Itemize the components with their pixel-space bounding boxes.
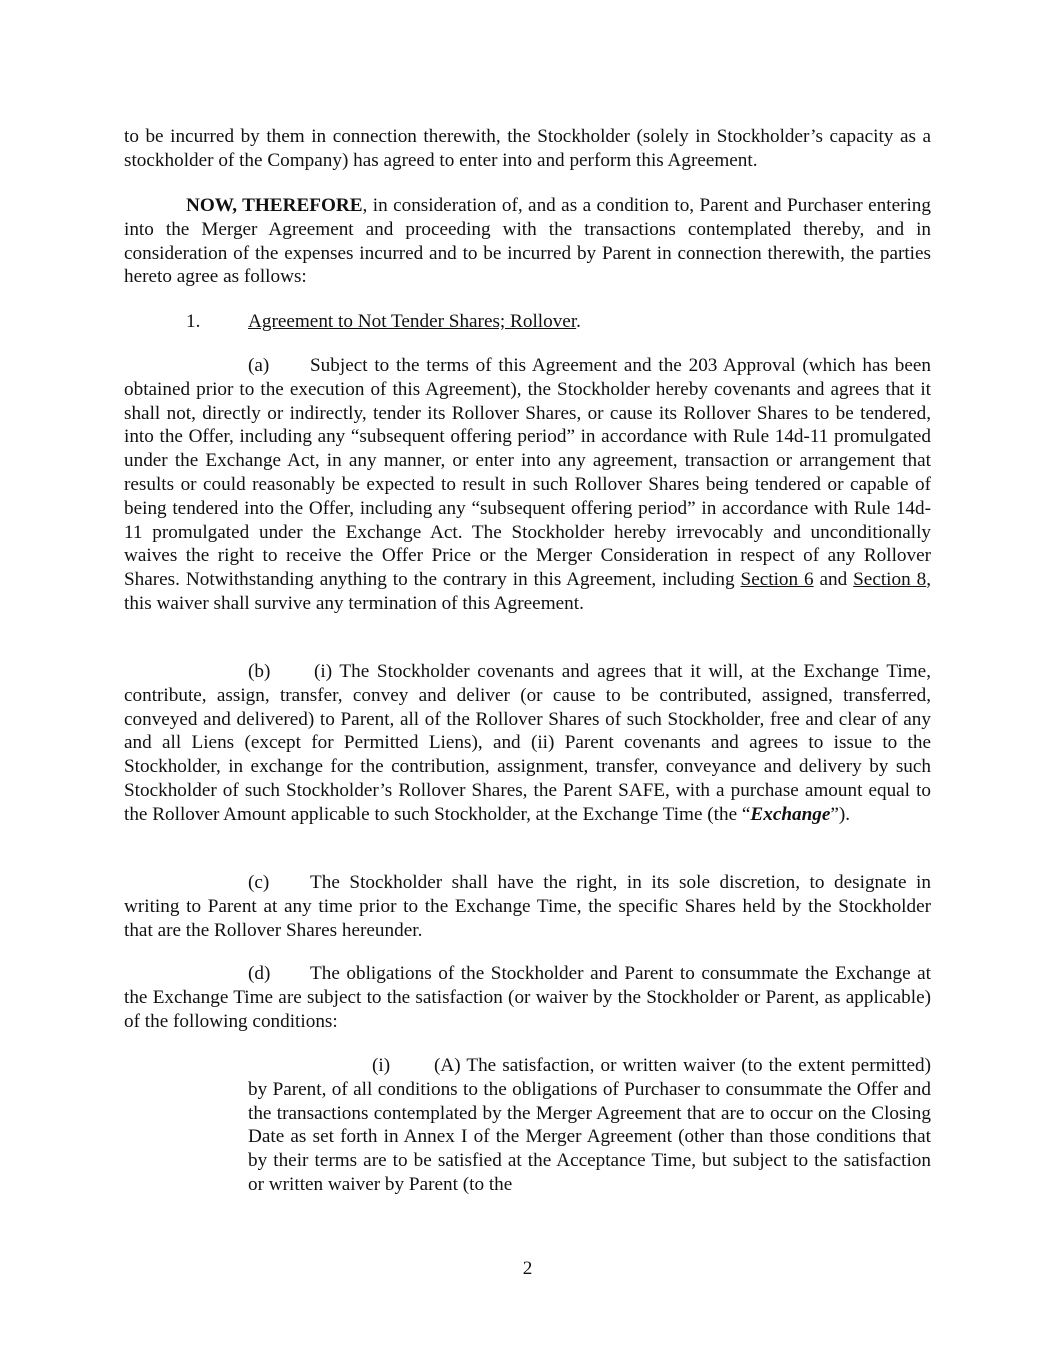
section-1-number: 1.: [186, 311, 201, 332]
now-therefore-text: , in consideration of, and as a condition to, Parent and Purchaser entering into the Merger Agreement and proceeding with the transactions contemplated thereby, and in consideration of the expenses incurred and to be incurred by Parent in connection therewith, the parties hereto agree as follows:: [124, 195, 931, 288]
paragraph-c: [124, 871, 931, 942]
exchange-defined-term: Exchange: [750, 803, 831, 825]
paragraph-d-i-text: (A) The satisfaction, or written waiver (to the extent permitted) by Parent, of all conditions to the obligations of Purchaser to consummate the Offer and the transactions contemplated by the Merger Agreement that are to occur on the Closing Date as set forth in Annex I of the Merger Agreement (other than those conditions that by their terms are to be satisfied at the Acceptance Time, but subject to the satisfaction or written waiver by Parent (to the: [248, 1055, 931, 1195]
paragraph-c-text: The Stockholder shall have the right, in its sole discretion, to designate in writing to Parent at any time prior to the Exchange Time, the specific Shares held by the Stockholder that are the Rollover Shares hereunder.: [124, 872, 931, 941]
paragraph-a-text-2: and: [813, 569, 854, 591]
paragraph-a-text-1: Subject to the terms of this Agreement and the 203 Approval (which has been obtained prior to the execution of this Agreement), the Stockholder hereby covenants and agrees that it shall not, directly or indirectly, tender its Rollover Shares, or cause its Rollover Shares to be tendered, into the Offer, including any “subsequent offering period” in accordance with Rule 14d-11 promulgated under the Exchange Act, in any manner, or enter into any agreement, transaction or arrangement that results or could reasonably be expected to result in such Rollover Shares being tendered or capable of being tendered into the Offer, including any “subsequent offering period” in accordance with Rule 14d-11 promulgated under the Exchange Act. The Stockholder hereby irrevocably and unconditionally waives the right to receive the Offer Price or the Merger Consideration in respect of any Rollover Shares. Notwithstanding anything to the contrary in this Agreement, including: [124, 355, 931, 591]
page-number: 2: [522, 1258, 533, 1279]
paragraph-d-label: (d): [248, 963, 271, 984]
section-1-title-end: .: [576, 311, 581, 332]
paragraph-b-text-1: (i) The Stockholder covenants and agrees that it will, at the Exchange Time, contribute, assign, transfer, convey and deliver (or cause to be contributed, assigned, transferred, conveyed and delivered) to Parent, all of the Rollover Shares of such Stockholder, free and clear of any and all Liens (except for Permitted Liens), and (ii) Parent covenants and agrees to issue to the Stockholder, in exchange for the contribution, assignment, transfer, conveyance and delivery by such Stockholder of such Stockholder’s Rollover Shares, the Parent SAFE, with a purchase amount equal to the Rollover Amount applicable to such Stockholder, at the Exchange Time (the “: [124, 661, 931, 825]
paragraph-a: [124, 354, 931, 616]
intro-paragraph: [124, 125, 931, 173]
paragraph-d-i-label: (i): [372, 1055, 391, 1076]
section-8-reference: Section 8: [853, 569, 927, 591]
paragraph-b-text-2: ”).: [830, 803, 851, 825]
now-therefore-paragraph: [124, 194, 931, 289]
paragraph-c-label: (c): [248, 872, 270, 893]
paragraph-b: [124, 660, 931, 827]
intro-text: to be incurred by them in connection therewith, the Stockholder (solely in Stockholder’s capacity as a stockholder of the Company) has agreed to enter into and perform this Agreement.: [124, 126, 931, 171]
paragraph-b-label: (b): [248, 661, 271, 682]
now-therefore-lead: NOW, THEREFORE: [186, 195, 363, 216]
paragraph-a-label: (a): [248, 355, 270, 376]
section-6-reference: Section 6: [740, 569, 814, 591]
section-1-heading: [186, 310, 581, 334]
paragraph-a-text-3: , this waiver shall survive any termination of this Agreement.: [124, 569, 931, 614]
paragraph-d: [124, 962, 931, 1033]
paragraph-d-text: The obligations of the Stockholder and Parent to consummate the Exchange at the Exchange Time are subject to the satisfaction (or waiver by the Stockholder or Parent, as applicable) of the following conditions:: [124, 963, 931, 1032]
section-1-title: Agreement to Not Tender Shares; Rollover: [248, 311, 577, 332]
paragraph-d-i: [248, 1054, 931, 1197]
